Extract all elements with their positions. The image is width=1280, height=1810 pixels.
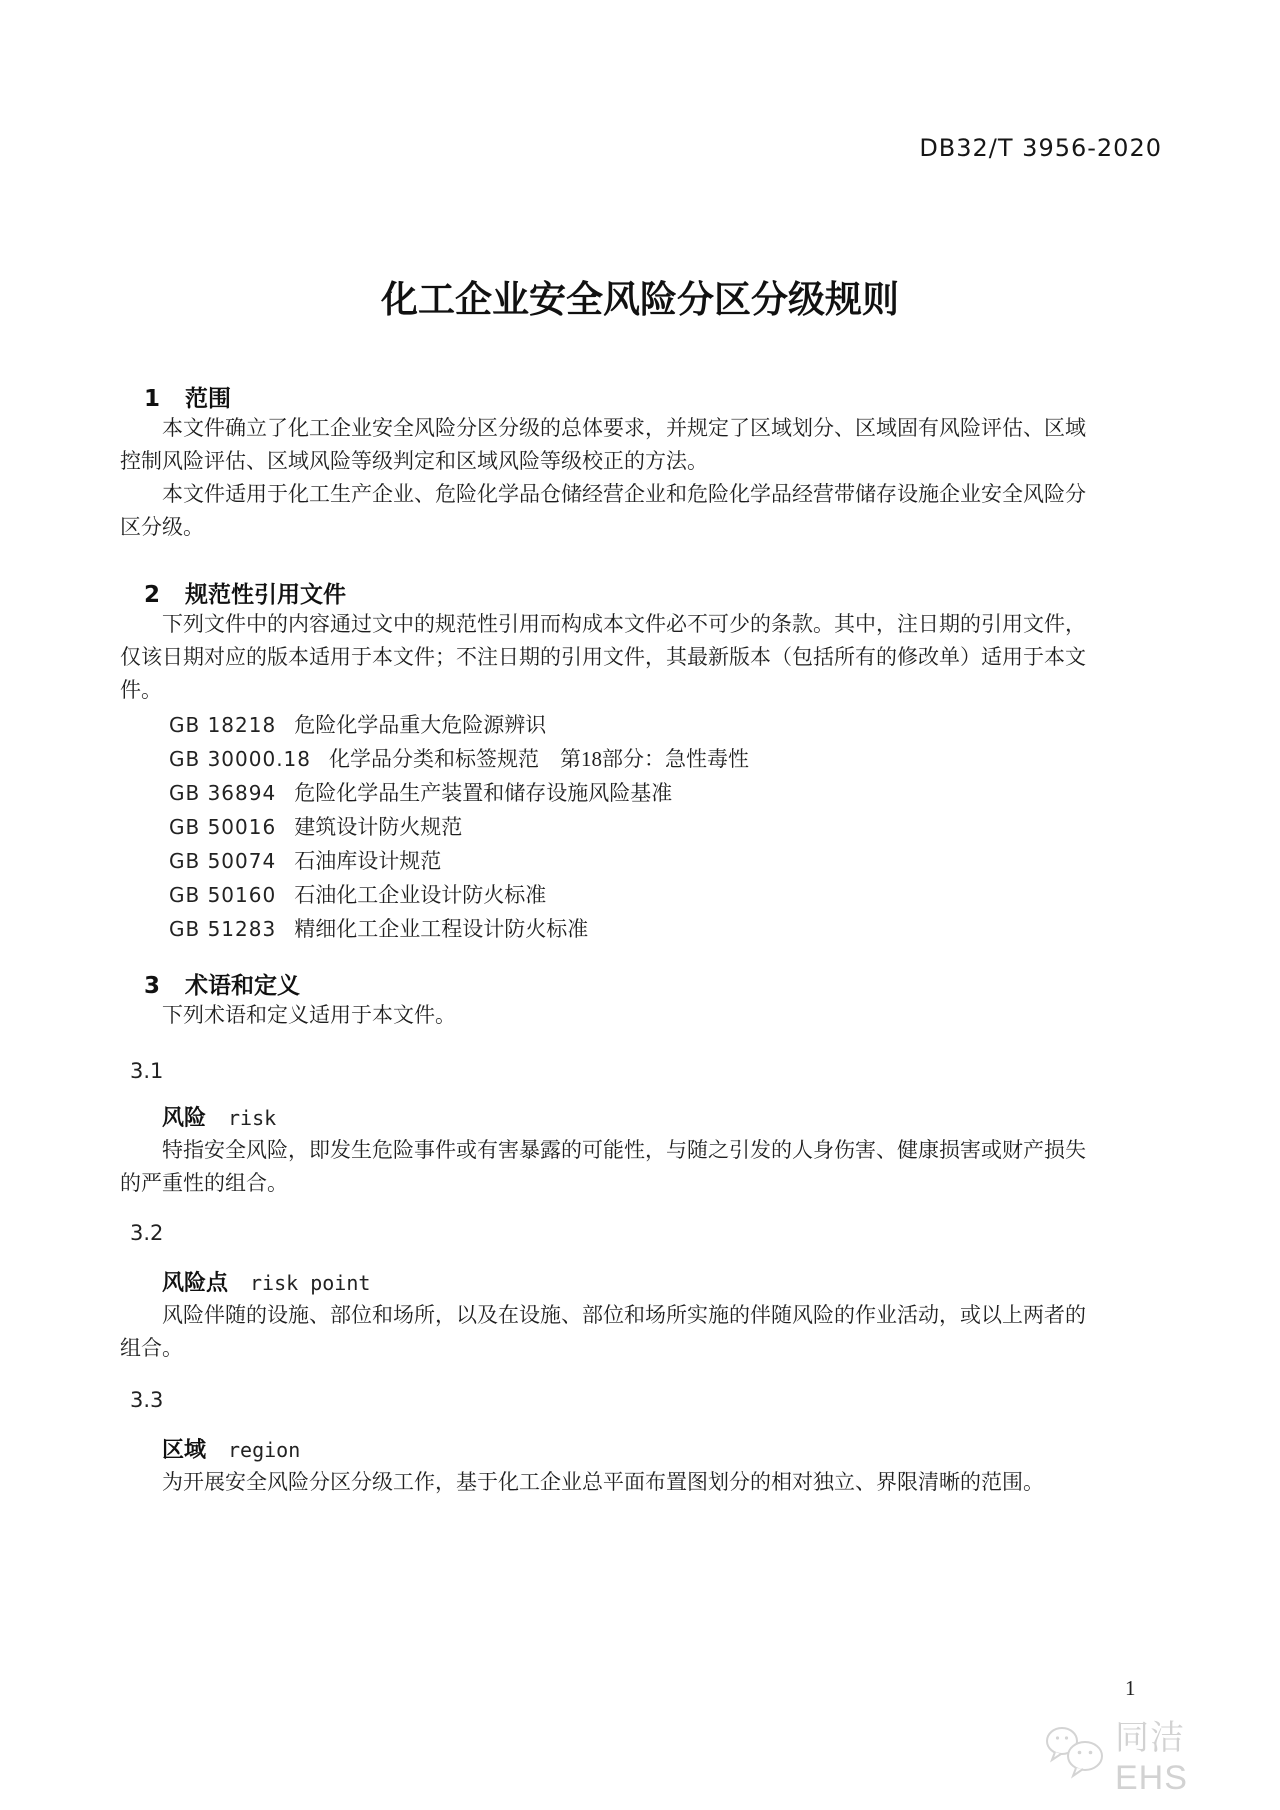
wechat-icon: [1045, 1725, 1109, 1784]
reference-item: [169, 810, 1086, 844]
term-3-3-title: [120, 1437, 1086, 1466]
reference-title: 建筑设计防火规范: [294, 815, 463, 839]
normative-references-paragraph: 下列文件中的内容通过文中的规范性引用而构成本文件必不可少的条款。其中，注日期的引用文件，仅该日期对应的版本适用于本文件；不注日期的引用文件，其最新版本（包括所有的修改单）适用于本文件。: [120, 612, 1086, 702]
term-3-2-title: [120, 1270, 1086, 1299]
section-3-heading: [120, 972, 1086, 999]
scope-paragraph-2: 本文件适用于化工生产企业、危险化学品仓储经营企业和危险化学品经营带储存设施企业安全风险分区分级。: [120, 482, 1086, 539]
section-3-label: 术语和定义: [185, 972, 301, 998]
section-3-number: 3: [144, 973, 161, 999]
term-3-1-title: [120, 1105, 1086, 1134]
term-3-3-number: 3.3: [130, 1388, 164, 1412]
term-3-1-en: risk: [228, 1106, 277, 1130]
page-number: 1: [1125, 1676, 1136, 1700]
reference-code: GB 50160: [169, 883, 277, 907]
reference-item: [169, 776, 1086, 810]
term-3-2-en: risk point: [250, 1271, 371, 1295]
reference-item: [169, 878, 1086, 912]
term-3-1-number: 3.1: [130, 1059, 164, 1083]
reference-code: GB 36894: [169, 781, 277, 805]
reference-code: GB 50074: [169, 849, 277, 873]
term-3-3-zh: 区域: [162, 1437, 207, 1462]
reference-code: GB 50016: [169, 815, 277, 839]
section-1-heading: [120, 385, 1086, 412]
section-1-label: 范围: [185, 385, 232, 411]
reference-title: 石油化工企业设计防火标准: [294, 883, 547, 907]
reference-item: [169, 844, 1086, 878]
term-3-2-number: 3.2: [130, 1221, 164, 1245]
watermark-text: 同洁EHS: [1115, 1719, 1188, 1797]
scope-paragraph-1: 本文件确立了化工企业安全风险分区分级的总体要求，并规定了区域划分、区域固有风险评估、区域控制风险评估、区域风险等级判定和区域风险等级校正的方法。: [120, 416, 1086, 473]
term-3-3-en: region: [228, 1438, 301, 1462]
reference-title: 危险化学品生产装置和储存设施风险基准: [294, 781, 673, 805]
reference-item: [169, 912, 1086, 946]
terms-intro-paragraph: 下列术语和定义适用于本文件。: [162, 1003, 456, 1027]
term-3-1-zh: 风险: [162, 1105, 207, 1130]
section-2-heading: [120, 581, 1086, 608]
standard-code: DB32/T 3956-2020: [919, 134, 1162, 162]
reference-code: GB 18218: [169, 713, 277, 737]
section-2-label: 规范性引用文件: [185, 581, 347, 607]
watermark: [1045, 1719, 1255, 1797]
reference-item: [169, 742, 1086, 776]
document-body: [120, 385, 1086, 1499]
term-3-2-zh: 风险点: [162, 1270, 229, 1295]
reference-title: 化学品分类和标签规范 第18部分：急性毒性: [329, 747, 750, 771]
reference-code: GB 51283: [169, 917, 277, 941]
section-2-number: 2: [144, 582, 161, 608]
section-1-number: 1: [144, 386, 161, 412]
reference-title: 石油库设计规范: [294, 849, 442, 873]
reference-list: [120, 708, 1086, 946]
reference-code: GB 30000.18: [169, 747, 312, 771]
reference-item: [169, 708, 1086, 742]
document-title: 化工企业安全风险分区分级规则: [381, 279, 899, 320]
reference-title: 危险化学品重大危险源辨识: [294, 713, 547, 737]
reference-title: 精细化工企业工程设计防火标准: [294, 917, 589, 941]
term-3-3-definition: 为开展安全风险分区分级工作，基于化工企业总平面布置图划分的相对独立、界限清晰的范围。: [162, 1470, 1044, 1494]
term-3-2-definition: 风险伴随的设施、部位和场所，以及在设施、部位和场所实施的伴随风险的作业活动，或以上两者的组合。: [120, 1303, 1086, 1360]
term-3-1-definition: 特指安全风险，即发生危险事件或有害暴露的可能性，与随之引发的人身伤害、健康损害或财产损失的严重性的组合。: [120, 1138, 1086, 1195]
